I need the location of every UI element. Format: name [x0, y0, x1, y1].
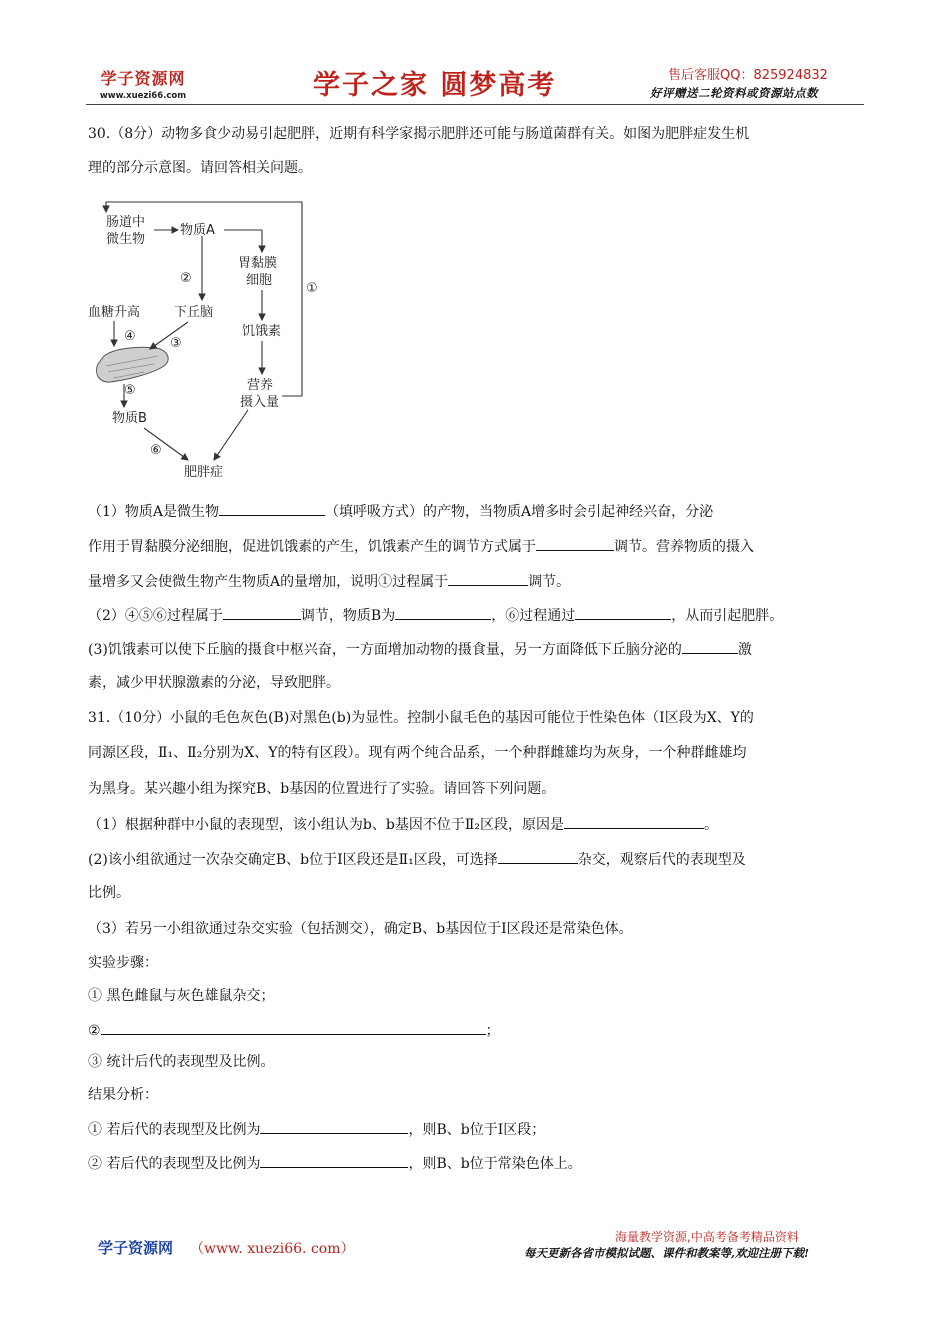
answer-blank-process1[interactable]	[448, 570, 528, 586]
q31-p2-text-b: 杂交，观察后代的表现型及	[577, 852, 746, 868]
q31-stem-line-1: 31.（10分）小鼠的毛色灰色(B)对黑色(b)为显性。控制小鼠毛色的基因可能位于性染色体（Ⅰ区段为X、Y的	[88, 710, 754, 726]
result-2-text-b: ，则B、b位于常染色体上。	[408, 1156, 582, 1172]
node-blood-sugar: 血糖升高	[88, 305, 141, 320]
q31-part1-line	[88, 813, 878, 835]
marker-5: ⑤	[124, 383, 136, 398]
q30-p2-text-b: 调节，物质B为	[300, 608, 396, 624]
footer-promo: 每天更新各省市模拟试题、课件和教案等,欢迎注册下载!	[524, 1246, 810, 1260]
footer-logo[interactable]: 学子资源网	[98, 1239, 174, 1257]
q30-part1-line3	[88, 570, 878, 592]
site-logo[interactable]	[88, 66, 198, 101]
marker-1: ①	[306, 281, 318, 296]
q30-stem-line-1: 30.（8分）动物多食少动易引起肥胖，近期有科学家揭示肥胖还可能与肠道菌群有关。如图为肥胖症发生机	[88, 126, 750, 142]
steps-label: 实验步骤：	[88, 955, 158, 971]
q30-stem-line-2: 理的部分示意图。请回答相关问题。	[88, 160, 312, 176]
node-ghrelin: 饥饿素	[242, 324, 282, 339]
q30-part3-line2: 素，减少甲状腺激素的分泌，导致肥胖。	[88, 675, 340, 691]
step-2-end: ；	[485, 1023, 500, 1039]
q30-p3-text-b: 激	[737, 642, 752, 658]
node-gastric-cells-line1: 胃黏膜	[238, 256, 278, 271]
marker-4: ④	[124, 329, 136, 344]
q31-p2-text-a: (2)该小组欲通过一次杂交确定B、b位于Ⅰ区段还是Ⅱ₁区段，可选择	[88, 852, 498, 868]
node-substance-b: 物质B	[112, 411, 147, 426]
footer-tagline: 海量教学资源,中高考备考精品资料	[615, 1230, 799, 1244]
q30-p1-text-d: 调节。营养物质的摄入	[614, 539, 754, 555]
q30-p2-text-d: ，从而引起肥胖。	[671, 608, 784, 624]
marker-6: ⑥	[150, 443, 162, 458]
q30-p2-text-a: （2）④⑤⑥过程属于	[88, 608, 223, 624]
answer-blank-ghrelin-regulation[interactable]	[536, 535, 614, 551]
step-3: ③ 统计后代的表现型及比例。	[88, 1054, 275, 1070]
q30-part1-line2	[88, 535, 878, 557]
q30-p1-text-a: （1）物质A是微生物	[88, 504, 220, 520]
step-2-number: ②	[88, 1023, 101, 1039]
site-logo-name: 学子资源网	[100, 69, 186, 88]
node-gut-microbe-line2: 微生物	[106, 232, 146, 247]
answer-blank-regulation-type[interactable]	[223, 604, 301, 620]
q31-p1-text-b: 。	[703, 817, 718, 833]
arrow-hypothalamus-to-pancreas	[150, 322, 188, 349]
q30-p1-text-e: 量增多又会使微生物产生物质A的量增加，说明①过程属于	[88, 574, 449, 590]
result-1-text-a: ① 若后代的表现型及比例为	[88, 1122, 261, 1138]
arrow-nutrition-to-obesity	[214, 410, 248, 460]
result-1-text-b: ，则B、b位于Ⅰ区段；	[408, 1122, 546, 1138]
header-divider	[86, 104, 864, 105]
answer-blank-respiration[interactable]	[219, 500, 325, 516]
marker-3: ③	[170, 336, 182, 351]
node-substance-a: 物质A	[180, 223, 215, 238]
obesity-mechanism-diagram	[84, 196, 324, 488]
q31-part2-line2: 比例。	[88, 885, 130, 901]
marker-2: ②	[180, 271, 192, 286]
q30-p2-text-c: ，⑥过程通过	[491, 608, 576, 624]
answer-blank-cross-choice[interactable]	[498, 848, 578, 864]
node-gastric-cells-line2: 细胞	[246, 273, 273, 288]
result-label: 结果分析：	[88, 1087, 158, 1103]
node-gut-microbe-line1: 肠道中	[106, 215, 146, 230]
q31-part2-line1	[88, 848, 878, 870]
q30-p1-text-f: 调节。	[528, 574, 571, 590]
pancreas-icon	[97, 347, 169, 382]
answer-blank-substance-b[interactable]	[395, 604, 491, 620]
service-qq: 售后客服QQ：825924832	[668, 68, 828, 83]
node-obesity: 肥胖症	[184, 465, 224, 480]
answer-blank-result1[interactable]	[260, 1118, 408, 1134]
step-2	[88, 1019, 878, 1041]
answer-blank-result2[interactable]	[260, 1152, 408, 1168]
header-promo: 好评赠送二轮资料或资源站点数	[650, 86, 818, 100]
result-2	[88, 1152, 878, 1174]
q30-part1-line1	[88, 500, 878, 522]
footer-url[interactable]: （www. xuezi66. com）	[190, 1241, 355, 1257]
step-1: ① 黑色雌鼠与灰色雄鼠杂交；	[88, 988, 275, 1004]
q30-p1-text-c: 作用于胃黏膜分泌细胞，促进饥饿素的产生，饥饿素产生的调节方式属于	[88, 539, 536, 555]
answer-blank-reason[interactable]	[564, 813, 704, 829]
q31-stem-line-3: 为黑身。某兴趣小组为探究B、b基因的位置进行了实验。请回答下列问题。	[88, 781, 556, 797]
q30-p1-text-b: （填呼吸方式）的产物，当物质A增多时会引起神经兴奋，分泌	[325, 504, 714, 520]
site-logo-url: www.xuezi66.com	[99, 91, 187, 101]
result-1	[88, 1118, 878, 1140]
q31-part3-line: （3）若另一小组欲通过杂交实验（包括测交），确定B、b基因位于Ⅰ区段还是常染色体。	[88, 921, 633, 937]
node-nutrition-line1: 营养	[247, 378, 274, 393]
answer-blank-step2[interactable]	[101, 1019, 486, 1035]
q31-stem-line-2: 同源区段，Ⅱ₁、Ⅱ₂分别为X、Y的特有区段）。现有两个纯合品系，一个种群雌雄均为灰身，一个种群雌雄均	[88, 745, 747, 761]
node-nutrition-line2: 摄入量	[240, 395, 280, 410]
q30-part3-line1	[88, 638, 878, 660]
answer-blank-process6[interactable]	[575, 604, 671, 620]
node-hypothalamus: 下丘脑	[174, 305, 214, 320]
q31-p1-text-a: （1）根据种群中小鼠的表现型，该小组认为b、b基因不位于Ⅱ₂区段，原因是	[88, 817, 564, 833]
q30-part2-line	[88, 604, 878, 626]
result-2-text-a: ② 若后代的表现型及比例为	[88, 1156, 261, 1172]
header-slogan: 学子之家 圆梦高考	[313, 70, 557, 101]
q30-p3-text-a: (3)饥饿素可以使下丘脑的摄食中枢兴奋，一方面增加动物的摄食量，另一方面降低下丘脑分泌的	[88, 642, 682, 658]
answer-blank-hormone[interactable]	[682, 638, 738, 654]
